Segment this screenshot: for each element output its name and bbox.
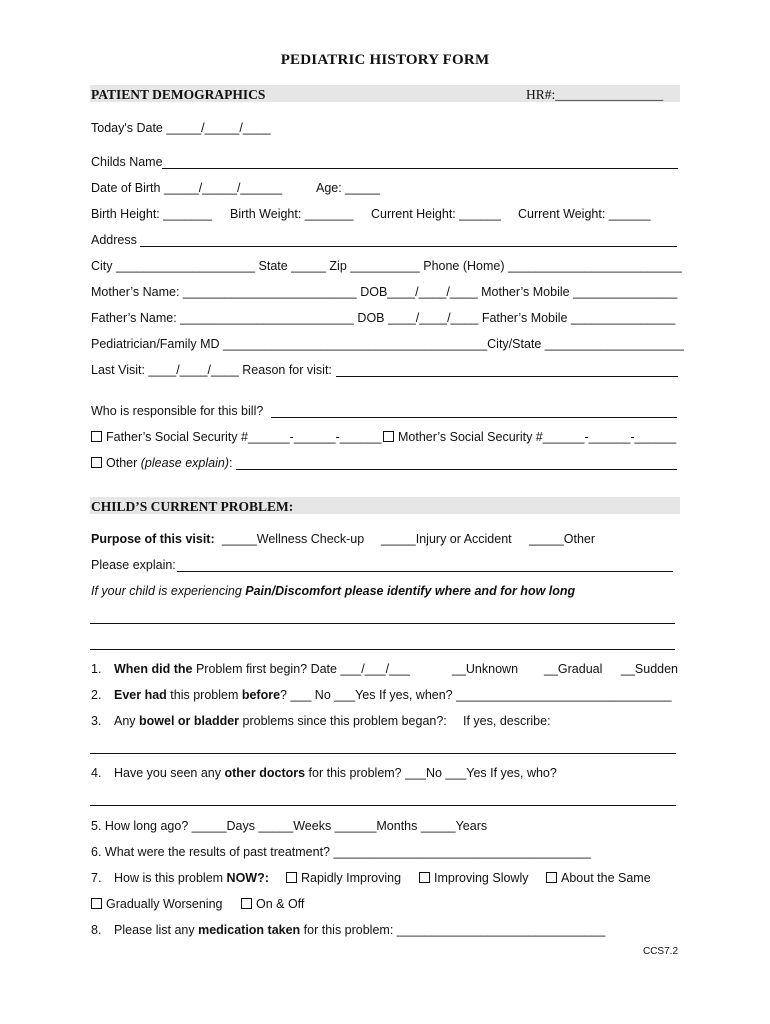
- q1-unknown-option[interactable]: __Unknown: [452, 662, 519, 676]
- q4-answer-line[interactable]: [90, 805, 676, 806]
- q8-rest: for this problem: ______________________________: [300, 923, 606, 937]
- other-payer-hint: (please explain): [140, 456, 229, 470]
- on-off-label: On & Off: [256, 897, 305, 911]
- father-ssn-checkbox[interactable]: [91, 431, 102, 442]
- pain-intro: If your child is experiencing: [91, 584, 246, 598]
- mother-ssn-label: Mother’s Social Security #______-______-______: [398, 430, 677, 444]
- pain-instruction: [91, 585, 575, 598]
- todays-date-field[interactable]: Today's Date _____/_____/____: [91, 121, 271, 135]
- other-payer-option[interactable]: [91, 457, 232, 470]
- rapidly-improving-checkbox[interactable]: [286, 872, 297, 883]
- problem-header-band: [90, 497, 680, 514]
- q6-row[interactable]: 6. What were the results of past treatment? _____________________________________: [91, 845, 591, 859]
- current-height-field[interactable]: Current Height: ______: [371, 207, 501, 221]
- dob-field[interactable]: Date of Birth _____/_____/______: [91, 181, 283, 195]
- birth-height-field[interactable]: Birth Height: _______: [91, 207, 212, 221]
- about-same-checkbox[interactable]: [546, 872, 557, 883]
- father-info-row[interactable]: Father’s Name: _________________________ DOB ____/____/____ Father’s Mobile _______________: [91, 311, 676, 325]
- responsible-field[interactable]: [271, 417, 677, 418]
- q8-pre: Please list any: [114, 923, 199, 937]
- mother-ssn-option[interactable]: [383, 431, 676, 444]
- mother-info-row[interactable]: Mother’s Name: _________________________ DOB____/____/____ Mother’s Mobile _______________: [91, 285, 678, 299]
- problem-header: CHILD’S CURRENT PROBLEM:: [91, 499, 294, 514]
- q4-row[interactable]: [114, 767, 557, 780]
- q1-rest: Problem first begin? Date ___/___/___: [192, 662, 410, 676]
- form-title: PEDIATRIC HISTORY FORM: [280, 52, 490, 68]
- q7-improving-slowly-option[interactable]: [419, 872, 528, 885]
- q1-gradual-option[interactable]: __Gradual: [544, 662, 603, 676]
- form-code: CCS7.2: [642, 946, 678, 957]
- q7-rapidly-improving-option[interactable]: [286, 872, 401, 885]
- q1-sudden-option[interactable]: __Sudden: [621, 662, 679, 676]
- on-off-checkbox[interactable]: [241, 898, 252, 909]
- q1-date-row[interactable]: [114, 663, 410, 676]
- birth-weight-field[interactable]: Birth Weight: _______: [230, 207, 354, 221]
- city-state-zip-phone-row[interactable]: City ____________________ State _____ Zip __________ Phone (Home) _________________________: [91, 259, 682, 273]
- wellness-option[interactable]: _____Wellness Check-up: [222, 532, 365, 546]
- q2-num: 2.: [91, 688, 102, 702]
- q8-row[interactable]: [114, 924, 605, 937]
- other-payer-field[interactable]: [236, 469, 677, 470]
- q3-bold: bowel or bladder: [139, 714, 240, 728]
- improving-slowly-checkbox[interactable]: [419, 872, 430, 883]
- q4-bold: other doctors: [224, 766, 306, 780]
- q4-pre: Have you seen any: [114, 766, 225, 780]
- other-visit-option[interactable]: _____Other: [529, 532, 596, 546]
- q8-num: 8.: [91, 923, 102, 937]
- purpose-label: Purpose of this visit:: [91, 532, 215, 546]
- other-payer-checkbox[interactable]: [91, 457, 102, 468]
- mother-ssn-checkbox[interactable]: [383, 431, 394, 442]
- address-label: Address: [91, 233, 137, 247]
- q3-num: 3.: [91, 714, 102, 728]
- q3-rest: problems since this problem began?:: [239, 714, 447, 728]
- responsible-label: Who is responsible for this bill?: [91, 404, 264, 418]
- hr-field[interactable]: HR#:________________: [526, 87, 664, 102]
- q4-rest: for this problem? ___No ___Yes If yes, who?: [305, 766, 557, 780]
- q7-about-same-option[interactable]: [546, 872, 651, 885]
- q7-bold: NOW?:: [226, 871, 269, 885]
- pain-answer-line-1[interactable]: [90, 623, 675, 624]
- father-ssn-label: Father’s Social Security #______-______-______: [106, 430, 382, 444]
- childs-name-field[interactable]: [162, 168, 678, 169]
- gradually-worsening-checkbox[interactable]: [91, 898, 102, 909]
- other-payer-label: Other: [106, 456, 141, 470]
- q7-question: [114, 872, 269, 885]
- q2-mid: this problem: [166, 688, 242, 702]
- gradually-worsening-label: Gradually Worsening: [106, 897, 223, 911]
- q7-on-off-option[interactable]: [241, 898, 304, 911]
- address-field[interactable]: [140, 246, 677, 247]
- q5-row[interactable]: 5. How long ago? _____Days _____Weeks ______Months _____Years: [91, 819, 488, 833]
- q3-describe-label: If yes, describe:: [463, 714, 551, 728]
- please-explain-field[interactable]: [177, 571, 673, 572]
- q2-row[interactable]: [114, 689, 672, 702]
- q2-bold-ever: Ever had: [114, 688, 167, 702]
- age-field[interactable]: Age: _____: [316, 181, 380, 195]
- reason-for-visit-field[interactable]: [336, 376, 678, 377]
- last-visit-label[interactable]: Last Visit: ____/____/____ Reason for visit:: [91, 363, 332, 377]
- improving-slowly-label: Improving Slowly: [434, 871, 529, 885]
- q7-num: 7.: [91, 871, 102, 885]
- q7-pre: How is this problem: [114, 871, 227, 885]
- q4-num: 4.: [91, 766, 102, 780]
- q2-bold-before: before: [241, 688, 281, 702]
- about-same-label: About the Same: [561, 871, 651, 885]
- demographics-header: PATIENT DEMOGRAPHICS: [91, 87, 266, 102]
- q3-row: [114, 715, 447, 728]
- q8-bold: medication taken: [198, 923, 301, 937]
- rapidly-improving-label: Rapidly Improving: [301, 871, 402, 885]
- other-payer-colon: :: [229, 456, 233, 470]
- q2-rest: ? ___ No ___Yes If yes, when? _______________________________: [280, 688, 672, 702]
- father-ssn-option[interactable]: [91, 431, 381, 444]
- q3-answer-line[interactable]: [90, 753, 676, 754]
- please-explain-label: Please explain:: [91, 558, 176, 572]
- q7-gradually-worsening-option[interactable]: [91, 898, 223, 911]
- q1-bold: When did the: [114, 662, 193, 676]
- q3-pre: Any: [114, 714, 140, 728]
- demographics-header-band: [90, 85, 680, 102]
- pediatrician-row[interactable]: Pediatrician/Family MD ______________________________________City/State ____________________: [91, 337, 684, 351]
- q1-num: 1.: [91, 662, 102, 676]
- pain-emphasis: Pain/Discomfort please identify where and for how long: [245, 584, 576, 598]
- injury-option[interactable]: _____Injury or Accident: [381, 532, 512, 546]
- current-weight-field[interactable]: Current Weight: ______: [518, 207, 651, 221]
- childs-name-label: Childs Name: [91, 155, 163, 169]
- pain-answer-line-2[interactable]: [90, 649, 675, 650]
